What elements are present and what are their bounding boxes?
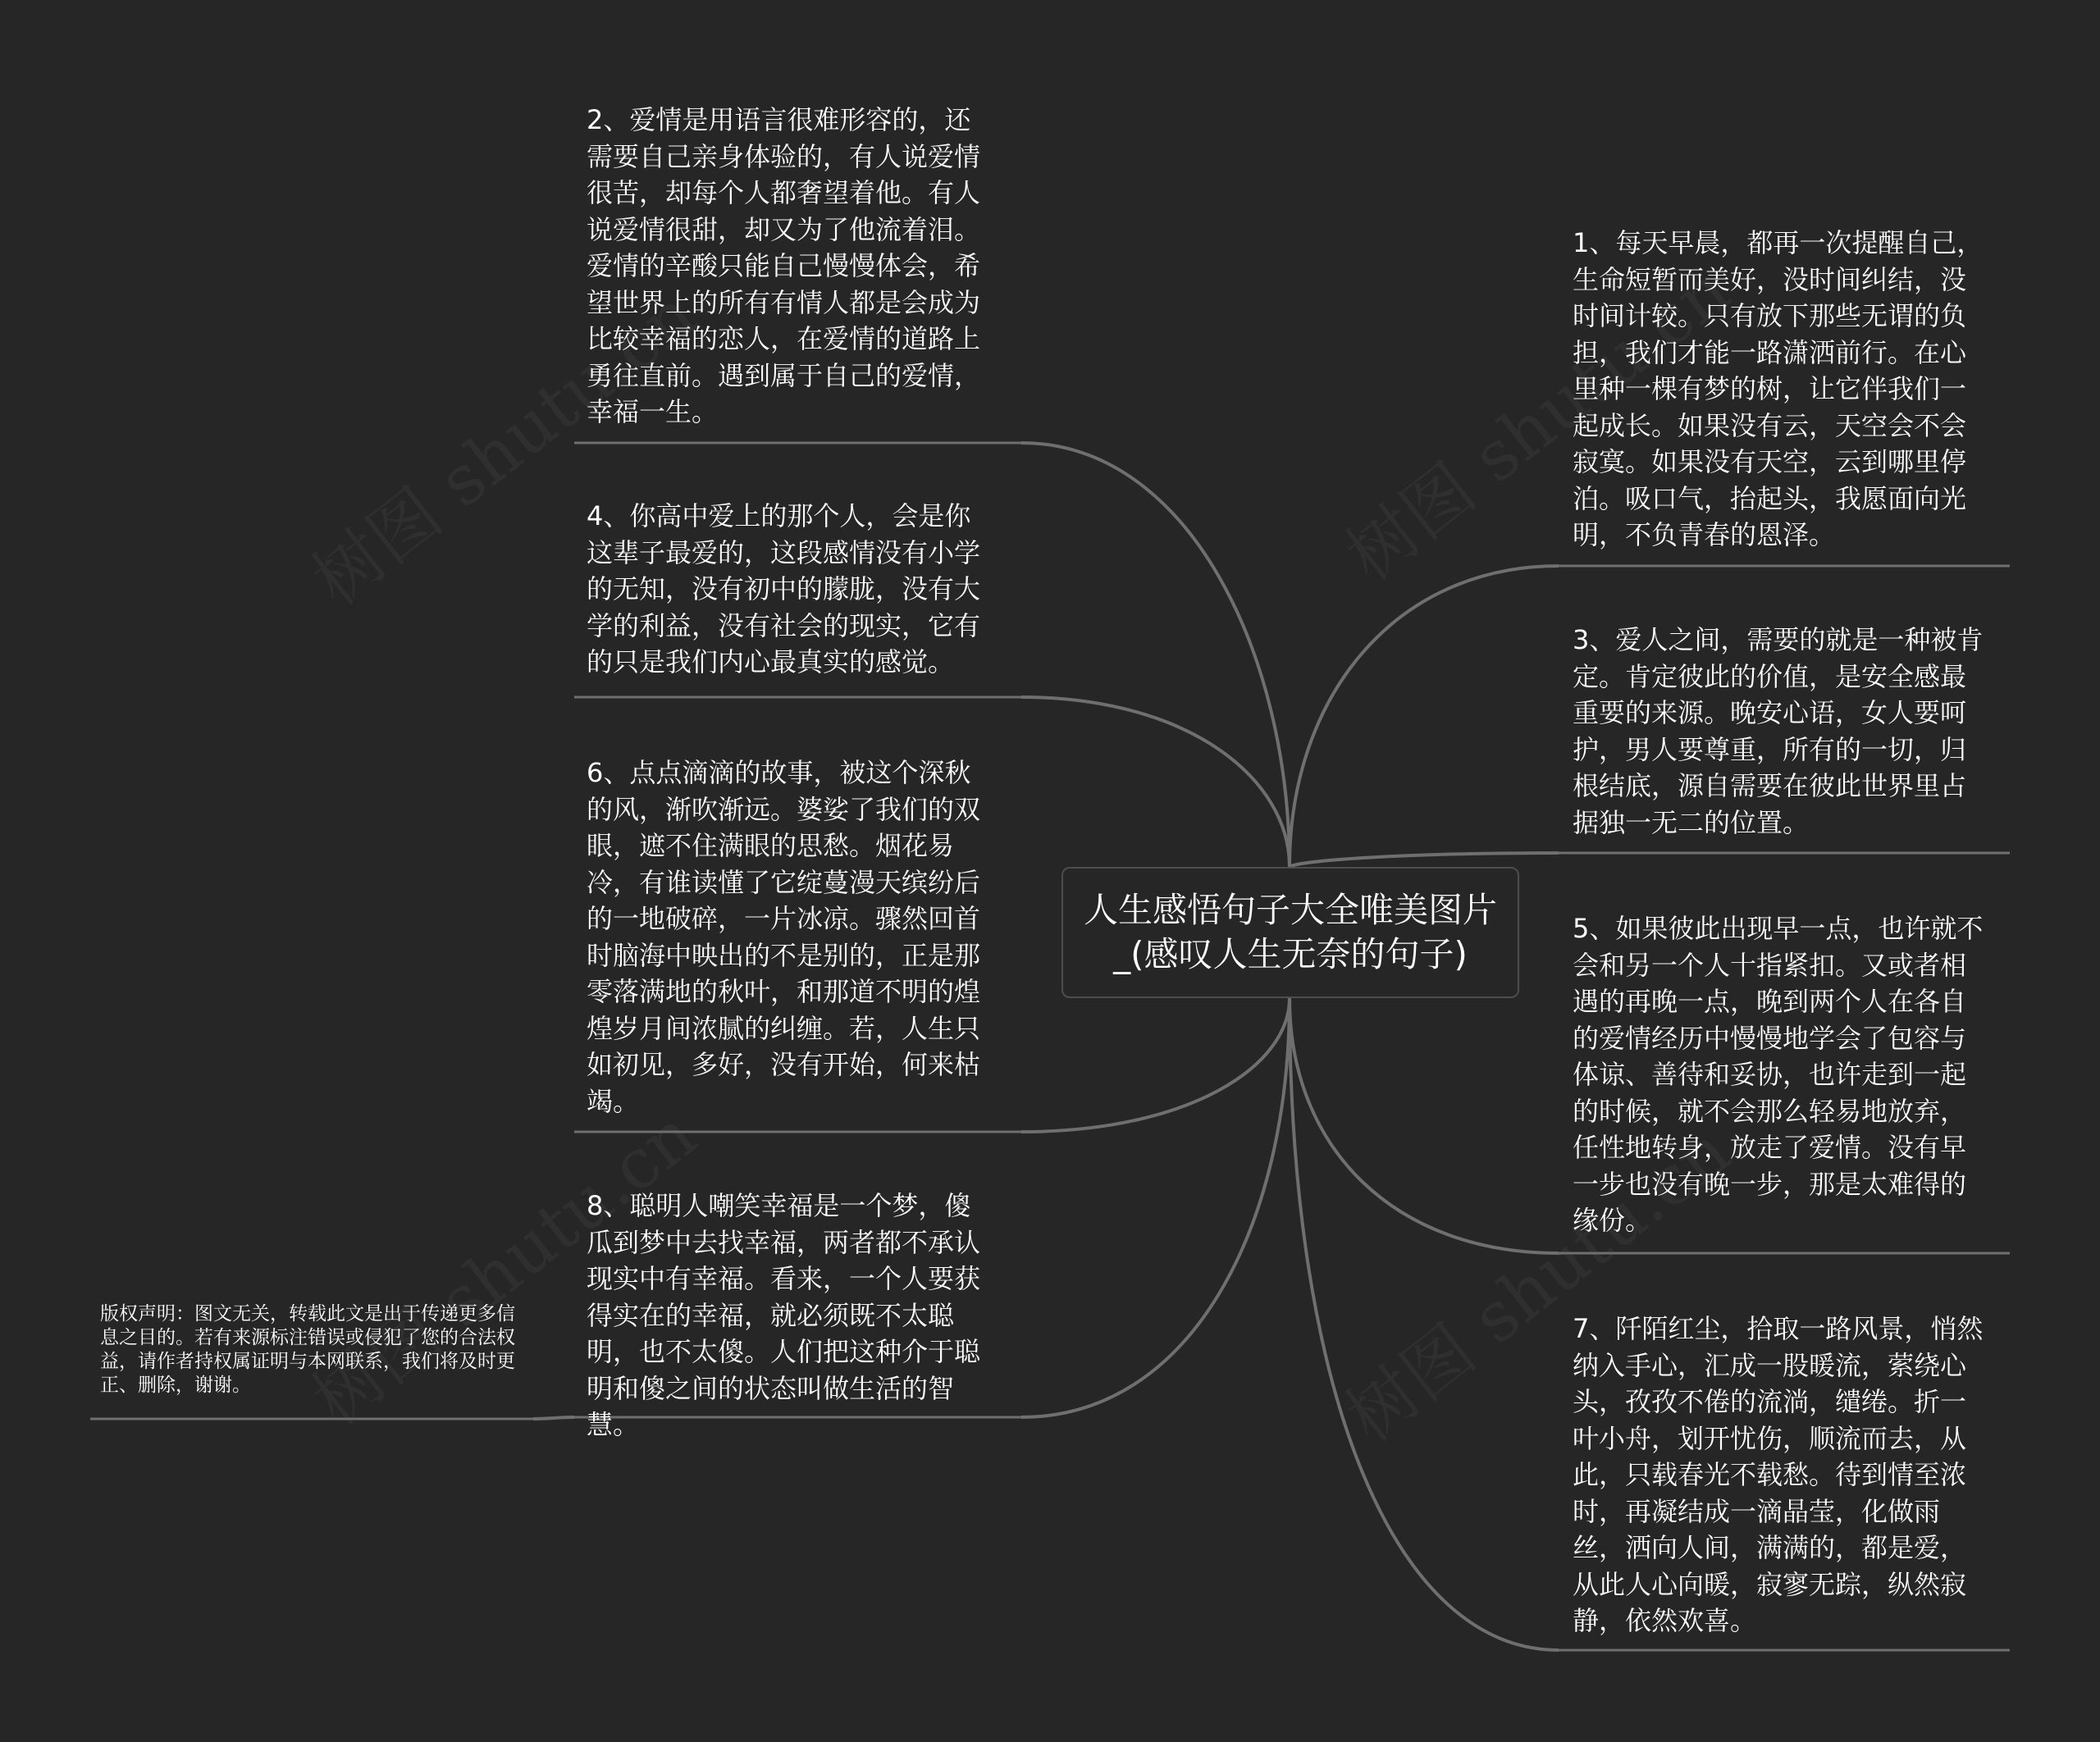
branch-node-5: 5、如果彼此出现早一点，也许就不会和另一个人十指紧扣。又或者相遇的再晚一点，晚到两个人在各自的爱情经历中慢慢地学会了包容与体谅、善待和妥协，也许走到一起的时候，就不会那么轻易地放弃，任性地转身，放走了爱情。没有早一步也没有晚一步，那是太难得的缘份。 bbox=[1573, 913, 1984, 1236]
connector-branch-7 bbox=[1290, 998, 1559, 1650]
branch-node-6: 6、点点滴滴的故事，被这个深秋的风，渐吹渐远。婆娑了我们的双眼，遮不住满眼的思愁。烟花易冷，有谁读懂了它绽蔓漫天缤纷后的一地破碎，一片冰凉。骤然回首时脑海中映出的不是别的，正是那零落满地的秋叶，和那道不明的煌煌岁月间浓腻的纠缠。若，人生只如初见，多好，没有开始，何来枯竭。 bbox=[587, 757, 981, 1117]
branch-node-1: 1、每天早晨，都再一次提醒自己，生命短暂而美好，没时间纠结，没时间计较。只有放下那些无谓的负担，我们才能一路潇洒前行。在心里种一棵有梦的树，让它伴我们一起成长。如果没有云，天空会不会寂寞。如果没有天空，云到哪里停泊。吸口气，抬起头，我愿面向光明，不负青春的恩泽。 bbox=[1573, 227, 1984, 550]
branch-node-8: 8、聪明人嘲笑幸福是一个梦，傻瓜到梦中去找幸福，两者都不承认现实中有幸福。看来，一个人要获得实在的幸福，就必须既不太聪明，也不太傻。人们把这种介于聪明和傻之间的状态叫做生活的智慧。 bbox=[587, 1190, 981, 1440]
branch-node-7: 7、阡陌红尘，拾取一路风景，悄然纳入手心，汇成一股暖流，萦绕心头，孜孜不倦的流淌，缱绻。折一叶小舟，划开忧伤，顺流而去，从此，只载春光不载愁。待到情至浓时，再凝结成一滴晶莹，化做雨丝，洒向人间，满满的，都是爱，从此人心向暖，寂寥无踪，纵然寂静，依然欢喜。 bbox=[1573, 1313, 1984, 1636]
connector-branch-3 bbox=[1290, 853, 1559, 867]
branch-node-2: 2、爱情是用语言很难形容的，还需要自己亲身体验的，有人说爱情很苦，却每个人都奢望着他。有人说爱情很甜，却又为了他流着泪。爱情的辛酸只能自己慢慢体会，希望世界上的所有有情人都是会成为比较幸福的恋人，在爱情的道路上勇往直前。遇到属于自己的爱情，幸福一生。 bbox=[587, 104, 981, 427]
connector-copyright bbox=[533, 1417, 574, 1419]
connector-branch-1 bbox=[1290, 566, 1559, 867]
connector-branch-4 bbox=[1021, 697, 1290, 867]
copyright-notice: 版权声明：图文无关，转载此文是出于传递更多信息之目的。若有来源标注错误或侵犯了您的合法权益，请作者持权属证明与本网联系，我们将及时更正、删除，谢谢。 bbox=[100, 1303, 515, 1396]
connector-branch-8 bbox=[1021, 998, 1290, 1417]
root-node bbox=[1061, 867, 1519, 998]
connector-branch-5 bbox=[1290, 998, 1559, 1253]
branch-node-3: 3、爱人之间，需要的就是一种被肯定。肯定彼此的价值，是安全感最重要的来源。晚安心语，女人要呵护，男人要尊重，所有的一切，归根结底，源自需要在彼此世界里占据独一无二的位置。 bbox=[1573, 624, 1984, 838]
connector-branch-2 bbox=[1021, 443, 1290, 867]
root-title: 人生感悟句子大全唯美图片_(感叹人生无奈的句子) bbox=[1083, 890, 1497, 974]
connector-branch-6 bbox=[1021, 998, 1290, 1132]
branch-node-4: 4、你高中爱上的那个人，会是你这辈子最爱的，这段感情没有小学的无知，没有初中的朦胧，没有大学的利益，没有社会的现实，它有的只是我们内心最真实的感觉。 bbox=[587, 500, 981, 677]
